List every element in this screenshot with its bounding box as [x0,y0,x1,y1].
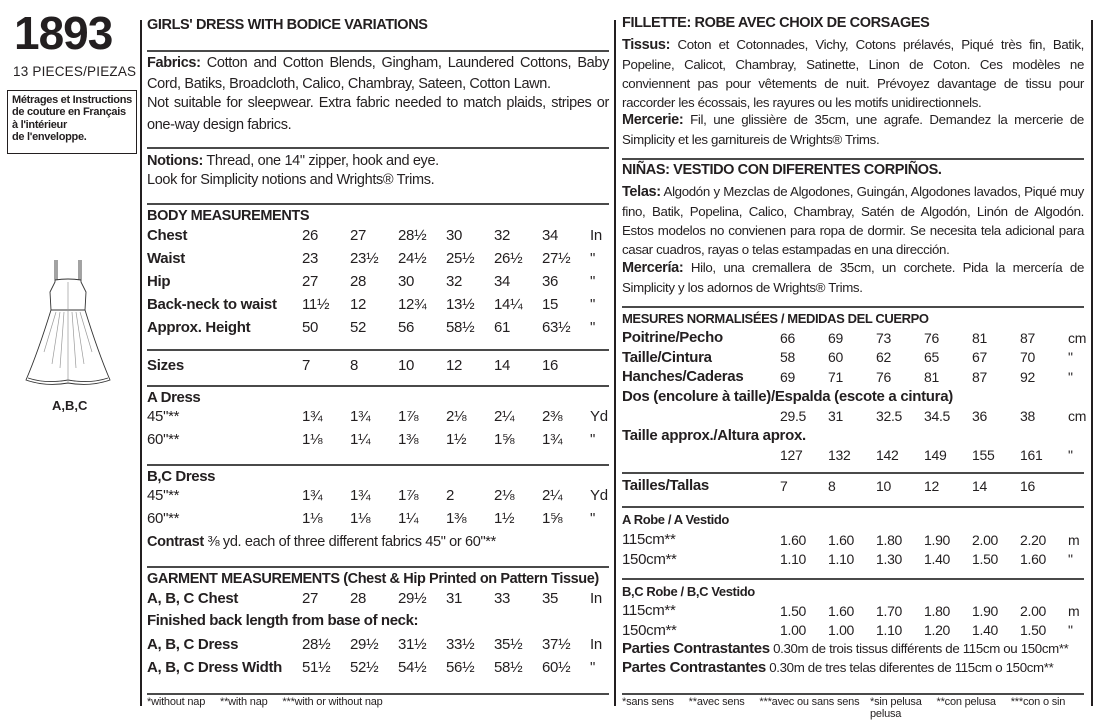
unit: " [590,250,596,267]
spanish-notions [622,258,1084,297]
cell-value: 14¼ [494,296,523,313]
cell-value: 62 [876,349,891,366]
garment-measurements-heading: GARMENT MEASUREMENTS (Chest & Hip Printed on Pattern Tissue) [147,571,599,587]
cell-value: 27½ [542,250,571,267]
cell-value: 1½ [446,431,467,448]
fr-bc-dress-heading: B,C Robe / B,C Vestido [622,584,755,599]
footnote: ***with or without nap [282,696,383,708]
cell-value: 26 [302,227,319,244]
cell-value: 52½ [350,659,379,676]
row-label: Tailles/Tallas [622,477,709,495]
cell-value: 32 [494,227,511,244]
footnote: ***con o sin pelusa [870,696,1066,720]
cell-value: 1¾ [350,487,371,504]
english-title: GIRLS' DRESS WITH BODICE VARIATIONS [147,17,428,33]
cell-value: 1.00 [828,622,855,639]
unit: " [1068,446,1073,463]
cell-value: 2.20 [1020,531,1047,548]
table-row [147,293,610,316]
sizes-table [147,354,610,377]
cell-value: 8 [828,477,836,494]
cell-value: 12 [924,477,939,494]
french-notions-text: Fil, une glissière de 35cm, une agrafe. Demandez la mercerie de Simplicity et les garnitureis de Wrights® Trims. [622,112,1084,147]
cell-value: 56 [398,319,415,336]
pattern-number: 1893 [14,7,113,59]
footnote: *sans sens [622,696,674,708]
es-contrast-label: Partes Contrastantes [622,659,766,676]
cell-value: 60½ [542,659,571,676]
cell-value: 1⅝ [494,431,515,448]
cell-value: 29½ [350,636,379,653]
row-label: Poitrine/Pecho [622,329,723,347]
cell-value: 10 [398,357,415,374]
unit: " [1068,368,1073,385]
notions-text: Thread, one 14" zipper, hook and eye. [206,153,439,169]
unit: Yd [590,487,608,504]
divider-middle [614,20,616,706]
french-fabrics [622,35,1084,112]
divider [147,385,609,387]
table-row [147,656,610,679]
es-contrast-note [622,659,1084,676]
french-note-line: à l'intérieur [12,118,67,131]
cell-value: 1¾ [350,408,371,425]
cell-value: 13½ [446,296,475,313]
divider [622,578,1084,580]
cell-value: 1⅛ [302,431,323,448]
cell-value: 69 [828,329,843,346]
bc-dress-yardage-table [147,484,610,530]
cell-value: 16 [542,357,559,374]
french-title: FILLETTE: ROBE AVEC CHOIX DE CORSAGES [622,15,930,31]
row-label: 115cm** [622,531,676,549]
english-footnotes [147,696,395,708]
contrast-text: ⅜ yd. each of three different fabrics 45" or 60"** [207,534,496,550]
pieces-count: 13 PIECES/PIEZAS [13,64,137,79]
table-row [622,621,1088,641]
cell-value: 1.30 [876,551,903,568]
cell-value: 149 [924,446,947,463]
cell-value: 2.00 [1020,602,1047,619]
cell-value: 1.90 [972,602,999,619]
cell-value: 1¾ [542,431,563,448]
english-notions [147,151,609,172]
cell-value: 1.60 [828,602,855,619]
footnote: **with nap [220,696,268,708]
fr-contrast-text: 0.30m de trois tissus différents de 115cm ou 150cm** [773,641,1069,656]
table-row [147,354,610,377]
english-fabrics [147,53,609,94]
divider [147,566,609,568]
cell-value: 23 [302,250,319,267]
table-row [622,530,1088,550]
cell-value: 29.5 [780,407,807,424]
unit: In [590,590,602,607]
table-row [622,348,1088,368]
cell-value: 15 [542,296,559,313]
fr-sizes-table [622,476,1088,496]
cell-value: 2⅛ [494,487,515,504]
row-label: Sizes [147,357,184,374]
row-label: 45"** [147,487,180,504]
cell-value: 1⅜ [446,510,467,527]
fabrics-text: Cotton and Cotton Blends, Gingham, Laundered Cottons, Baby Cord, Batiks, Broadcloth, Calico, Chambray, Sateen, Cotton Lawn. [147,55,609,92]
unit: " [590,431,596,448]
cell-value: 14 [494,357,511,374]
fabrics-label: Fabrics: [147,55,201,71]
unit: " [1068,349,1073,366]
cell-value: 1⅞ [398,408,419,425]
table-row [147,316,610,339]
cell-value: 1.10 [828,551,855,568]
cell-value: 32.5 [876,407,903,424]
view-label: A,B,C [52,398,88,413]
cell-value: 1.40 [924,551,951,568]
divider [622,506,1084,508]
table-row [622,328,1088,348]
cell-value: 2¼ [494,408,515,425]
row-label: 60"** [147,431,180,448]
cell-value: 23½ [350,250,379,267]
notions-label: Notions: [147,153,203,169]
unit: cm [1068,329,1087,346]
cell-value: 58½ [446,319,475,336]
cell-value: 1.40 [972,622,999,639]
row-label: A, B, C Chest [147,590,239,607]
cell-value: 81 [972,329,987,346]
divider [147,464,609,466]
unit: In [590,636,602,653]
cell-value: 1.00 [780,622,807,639]
french-fabrics-text: Coton et Cotonnades, Vichy, Cotons prélavés, Piqué très fin, Batik, Popeline, Calicot, Chambray, Satinette, Linon de Coton. Ces modèles ne conviennent pas pour vêtements de nuit. Prévoyez davantage de tissu pour raccorder les écossais, les rayures ou les motifs unidirectionnels. [622,37,1084,110]
table-row [622,445,1088,465]
cell-value: 73 [876,329,891,346]
cell-value: 12 [446,357,463,374]
footnote: *sin pelusa [870,696,922,708]
table-row [622,426,1088,446]
cell-value: 27 [350,227,367,244]
french-fabrics-label: Tissus: [622,37,671,53]
contrast-note [147,532,609,553]
french-note-line: de l'enveloppe. [12,131,87,144]
divider [147,147,609,149]
unit: In [590,227,602,244]
cell-value: 34.5 [924,407,951,424]
cell-value: 132 [828,446,851,463]
cell-value: 54½ [398,659,427,676]
unit: " [590,319,596,336]
cell-value: 1¼ [398,510,419,527]
cell-value: 161 [1020,446,1043,463]
cell-value: 34 [542,227,559,244]
cell-value: 25½ [446,250,475,267]
unit: m [1068,531,1080,548]
divider [622,472,1084,474]
bc-dress-heading: B,C Dress [147,468,216,485]
table-row [147,247,610,270]
unit: " [590,296,596,313]
spanish-fabrics-text: Algodón y Mezclas de Algodones, Guingán, Algodones lavados, Piqué muy fino, Batik, Popelina, Calico, Chambray, Satén de Algodón, Linón de Algodón. Estos modelos no convienen para ropa de dormir. Se necesita tela adicional para casar cuadros, rayas o telas estampadas en una dirección. [622,184,1084,257]
cell-value: 8 [350,357,359,374]
cell-value: 142 [876,446,899,463]
fr-bc-dress-table [622,601,1088,640]
table-row [147,507,610,530]
cell-value: 1⅞ [398,487,419,504]
cell-value: 2⅛ [446,408,467,425]
divider [622,693,1084,695]
row-label [622,406,780,426]
fr-body-measurements-heading: MESURES NORMALISÉES / MEDIDAS DEL CUERPO [622,311,929,326]
cell-value: 33 [494,590,511,607]
cell-value: 1.10 [780,551,807,568]
cell-value: 1.90 [924,531,951,548]
cell-value: 26½ [494,250,523,267]
table-row [622,406,1088,426]
body-measurements-heading: BODY MEASUREMENTS [147,208,310,224]
contrast-label: Contrast [147,534,204,550]
divider [622,306,1084,308]
unit: Yd [590,408,608,425]
fr-body-measurements-table [622,328,1088,465]
cell-value: 31 [828,407,843,424]
cell-value: 1.20 [924,622,951,639]
cell-value: 87 [972,368,987,385]
row-label: Taille approx./Altura aprox. [622,426,806,444]
back-length-heading: Finished back length from base of neck: [147,612,419,629]
row-label: Chest [147,227,188,244]
table-row [147,633,610,656]
garment-length-table [147,633,610,679]
cell-value: 87 [1020,329,1035,346]
cell-value: 28 [350,590,367,607]
cell-value: 1.50 [972,551,999,568]
cell-value: 1.70 [876,602,903,619]
fr-a-dress-heading: A Robe / A Vestido [622,512,729,527]
cell-value: 37½ [542,636,571,653]
cell-value: 31½ [398,636,427,653]
french-instructions-note [7,90,137,154]
table-row [622,367,1088,387]
divider [147,203,609,205]
cell-value: 7 [780,477,788,494]
table-row [147,484,610,507]
cell-value: 28½ [302,636,331,653]
dress-illustration [18,252,118,392]
divider [147,693,609,695]
spanish-notions-label: Mercería: [622,260,684,276]
cell-value: 2 [446,487,455,504]
cell-value: 56½ [446,659,475,676]
cell-value: 36 [972,407,987,424]
es-footnotes [870,696,1100,720]
cell-value: 38 [1020,407,1035,424]
cell-value: 50 [302,319,319,336]
cell-value: 12¾ [398,296,427,313]
cell-value: 63½ [542,319,571,336]
cell-value: 1⅜ [398,431,419,448]
unit [590,354,610,377]
cell-value: 76 [876,368,891,385]
cell-value: 27 [302,590,319,607]
es-contrast-text: 0.30m de tres telas diferentes de 115cm o 150cm** [769,660,1054,675]
unit: m [1068,602,1080,619]
footnote: **avec sens [688,696,745,708]
cell-value: 1⅛ [302,510,323,527]
french-note-line: Métrages et Instructions [12,94,132,106]
row-label: 115cm** [622,602,676,620]
cell-value: 16 [1020,477,1035,494]
cell-value: 24½ [398,250,427,267]
cell-value: 92 [1020,368,1035,385]
row-label: Approx. Height [147,319,251,336]
cell-value: 35½ [494,636,523,653]
row-label: A, B, C Dress [147,636,239,653]
cell-value: 1.10 [876,622,903,639]
table-row [622,476,1088,496]
cell-value: 30 [446,227,463,244]
cell-value: 14 [972,477,987,494]
cell-value: 1.50 [1020,622,1047,639]
cell-value: 52 [350,319,367,336]
cell-value: 7 [302,357,311,374]
table-row [622,550,1088,570]
cell-value: 2¼ [542,487,563,504]
spanish-fabrics-label: Telas: [622,184,661,200]
fr-contrast-note [622,640,1084,657]
divider [147,349,609,351]
row-label: 45"** [147,408,180,425]
row-label: Hanches/Caderas [622,368,744,386]
cell-value: 60 [828,349,843,366]
cell-value: 58½ [494,659,523,676]
row-label: Waist [147,250,185,267]
cell-value: 30 [398,273,415,290]
fr-a-dress-table [622,530,1088,569]
english-fabrics-note: Not suitable for sleepwear. Extra fabric needed to match plaids, stripes or one-way design fabrics. [147,95,609,133]
cell-value: 12 [350,296,367,313]
row-label: 60"** [147,510,180,527]
footnote: **con pelusa [936,696,996,708]
cell-value: 51½ [302,659,331,676]
row-label: 150cm** [622,550,677,568]
fr-contrast-label: Parties Contrastantes [622,640,770,657]
cell-value: 29½ [398,590,427,607]
cell-value: 127 [780,446,803,463]
cell-value: 10 [876,477,891,494]
table-row [147,405,610,428]
cell-value: 1.60 [828,531,855,548]
table-row [622,601,1088,621]
unit: " [590,659,596,676]
unit: " [590,510,596,527]
row-label: Dos (encolure à taille)/Espalda (escote a cintura) [622,387,953,405]
cell-value: 11½ [302,296,330,313]
cell-value: 1⅝ [542,510,563,527]
english-notions-note: Look for Simplicity notions and Wrights® Trims. [147,172,435,188]
cell-value: 1.60 [780,531,807,548]
cell-value: 28½ [398,227,427,244]
footnote: ***avec ou sans sens [759,696,860,708]
cell-value: 69 [780,368,795,385]
row-label: Hip [147,273,171,290]
cell-value: 58 [780,349,795,366]
spanish-fabrics [622,182,1084,259]
cell-value: 70 [1020,349,1035,366]
spanish-notions-text: Hilo, una cremallera de 35cm, un corchete. Pida la mercería de Simplicity y los adornos de Wrights® Trims. [622,260,1084,295]
divider [147,50,609,52]
cell-value: 65 [924,349,939,366]
french-notions [622,110,1084,149]
cell-value: 81 [924,368,939,385]
cell-value: 31 [446,590,463,607]
cell-value: 36 [542,273,559,290]
table-row [147,270,610,293]
unit: " [1068,622,1073,639]
row-label [622,445,780,465]
cell-value: 1⅛ [350,510,371,527]
a-dress-yardage-table [147,405,610,451]
table-row [147,587,610,610]
cell-value: 27 [302,273,319,290]
french-note-line: de couture en Français [12,106,126,119]
french-notions-label: Mercerie: [622,112,684,128]
cell-value: 66 [780,329,795,346]
unit: " [590,273,596,290]
cell-value: 34 [494,273,511,290]
cell-value: 61 [494,319,511,336]
cell-value: 76 [924,329,939,346]
divider [622,158,1084,160]
row-label: 150cm** [622,621,677,639]
cell-value: 1¾ [302,487,323,504]
table-row [622,387,1088,407]
cell-value: 33½ [446,636,475,653]
unit [1068,476,1088,496]
unit: " [1068,551,1073,568]
cell-value: 1.80 [924,602,951,619]
cell-value: 67 [972,349,987,366]
cell-value: 71 [828,368,843,385]
garment-chest-table [147,587,610,610]
cell-value: 1.80 [876,531,903,548]
cell-value: 1½ [494,510,515,527]
table-row [147,428,610,451]
cell-value: 32 [446,273,463,290]
spanish-title: NIÑAS: VESTIDO CON DIFERENTES CORPIÑOS. [622,162,942,178]
cell-value: 1.50 [780,602,807,619]
body-measurements-table [147,224,610,339]
cell-value: 2.00 [972,531,999,548]
cell-value: 1¾ [302,408,323,425]
cell-value: 35 [542,590,559,607]
footnote: *without nap [147,696,206,708]
cell-value: 155 [972,446,995,463]
row-label: Back-neck to waist [147,296,277,313]
cell-value: 28 [350,273,367,290]
cell-value: 1¼ [350,431,371,448]
cell-value: 1.60 [1020,551,1047,568]
unit: cm [1068,407,1087,424]
row-label: A, B, C Dress Width [147,659,283,676]
divider-left [140,20,142,706]
a-dress-heading: A Dress [147,389,201,406]
divider-right [1091,20,1093,706]
fr-footnotes [622,696,871,708]
cell-value: 2⅜ [542,408,563,425]
row-label: Taille/Cintura [622,348,712,366]
table-row [147,224,610,247]
